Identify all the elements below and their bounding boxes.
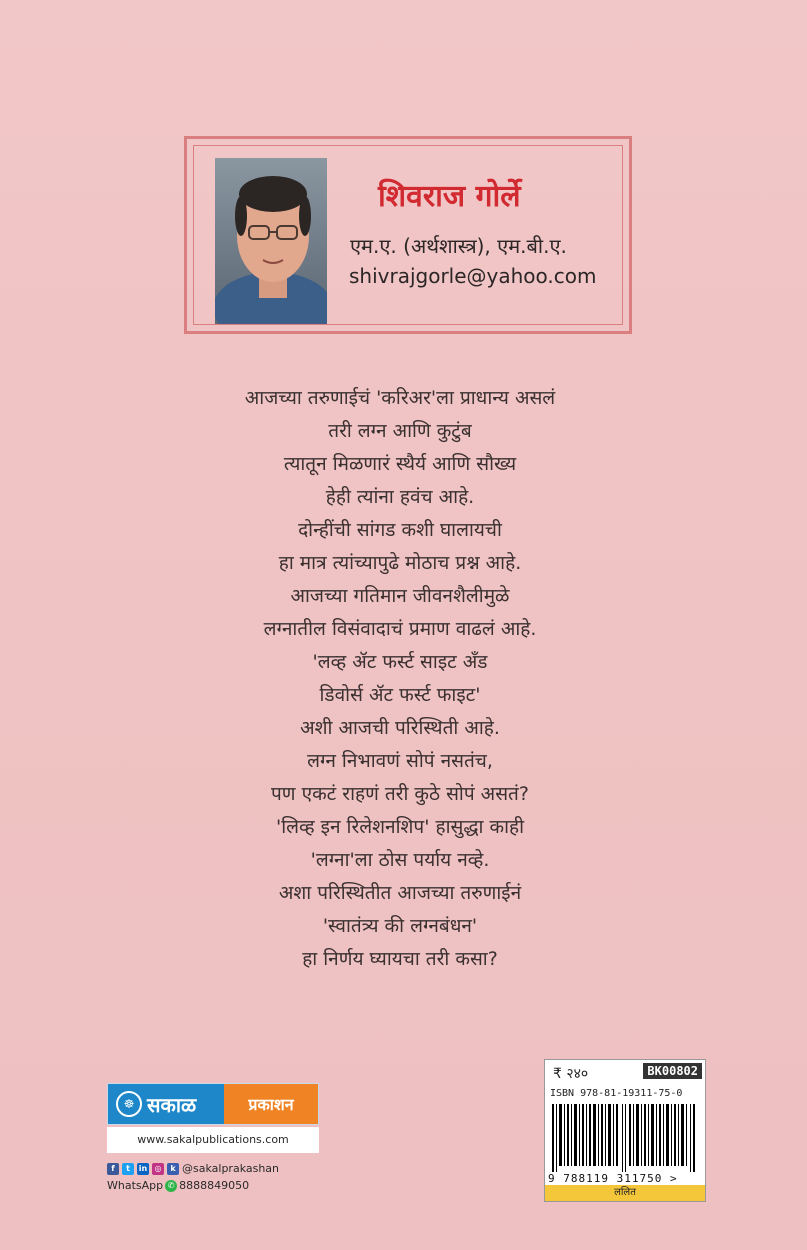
blurb-line: तरी लग्न आणि कुटुंब [328,420,472,442]
blurb-line: 'लव्ह ॲट फर्स्ट साइट अँड [312,651,488,673]
author-photo [215,158,327,324]
social-handle: @sakalprakashan [182,1162,280,1175]
blurb-line: आजच्या तरुणाईचं 'करिअर'ला प्राधान्य असलं [244,387,556,409]
blurb-line: 'लग्ना'ला ठोस पर्याय नव्हे. [310,849,490,871]
author-email: shivrajgorle@yahoo.com [349,264,597,288]
barcode-number: 9 788119 311750 > [548,1172,678,1185]
blurb-text [150,382,650,976]
category-label: ललित [545,1185,705,1201]
facebook-icon: f [107,1163,119,1175]
author-box-inner [193,145,623,325]
blurb-line: 'लिव्ह इन रिलेशनशिप' हासुद्धा काही [275,816,524,838]
barcode-box [544,1059,706,1202]
blurb-line: आजच्या गतिमान जीवनशैलीमुळे [290,585,510,607]
blurb-line: हा मात्र त्यांच्यापुढे मोठाच प्रश्न आहे. [278,552,522,574]
twitter-icon: t [122,1163,134,1175]
blurb-line: अशी आजची परिस्थिती आहे. [300,717,500,739]
social-row [107,1162,325,1175]
instagram-icon: ◎ [152,1163,164,1175]
publisher-logo [107,1083,319,1125]
publisher-logo-right: प्रकाशन [224,1084,318,1124]
blurb-line: अशा परिस्थितीत आजच्या तरुणाईनं [278,882,522,904]
blurb-line: 'स्वातंत्र्य की लग्नबंधन' [322,915,478,937]
blurb-line: पण एकटं राहणं तरी कुठे सोपं असतं? [271,783,529,805]
blurb-line: लग्न निभावणं सोपं नसतंच, [307,750,493,772]
author-degree: एम.ए. (अर्थशास्त्र), एम.बी.ए. [350,234,567,258]
blurb-line: डिवोर्स ॲट फर्स्ट फाइट' [319,684,481,706]
blurb-line: दोन्हींची सांगड कशी घालायची [298,519,502,541]
blurb-line: लग्नातील विसंवादाचं प्रमाण वाढलं आहे. [263,618,537,640]
isbn: ISBN 978-81-19311-75-0 [550,1088,683,1099]
whatsapp-row [107,1179,325,1192]
publisher-website: www.sakalpublications.com [107,1127,319,1153]
blurb-line: हा निर्णय घ्यायचा तरी कसा? [302,948,498,970]
blurb-line: हेही त्यांना हवंच आहे. [325,486,475,508]
book-code: BK00802 [643,1063,702,1079]
barcode-bars [552,1104,700,1172]
blurb-line: त्यातून मिळणारं स्थैर्य आणि सौख्य [283,453,517,475]
linkedin-icon: in [138,1163,148,1173]
author-box [184,136,632,334]
koo-icon: k [167,1163,179,1175]
publisher-block [107,1083,325,1192]
publisher-logo-left [108,1084,224,1124]
publisher-emblem-icon: ☸ [116,1091,142,1117]
whatsapp-label: WhatsApp [107,1179,164,1192]
author-name: शिवराज गोर्ले [378,179,521,214]
whatsapp-icon: ✆ [165,1180,177,1192]
price: ₹ २४० [553,1066,589,1082]
publisher-name-left: सकाळ [147,1092,197,1117]
whatsapp-number: 8888849050 [179,1179,250,1192]
